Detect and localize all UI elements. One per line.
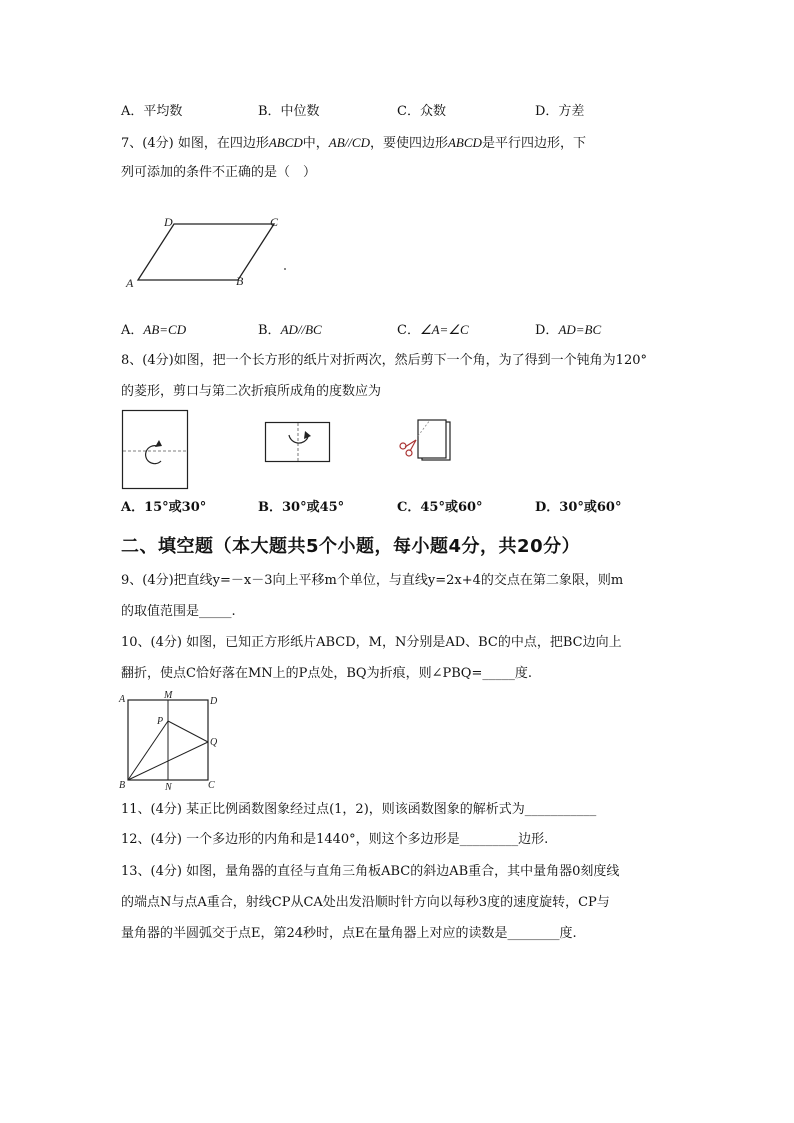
q7-text-mid2: ，要使四边形 [369, 136, 448, 151]
q7-abcd2: ABCD [447, 135, 482, 150]
q7-label-d: D [164, 215, 173, 229]
q8-option-c: C．45°或60° [397, 500, 483, 515]
q7-option-a-prefix: A． [121, 323, 144, 338]
q10-label-n: N [165, 782, 172, 793]
section-heading-fill-in-blank: 二、填空题（本大题共5个小题，每小题4分，共20分） [121, 536, 581, 557]
scissors-icon [400, 440, 416, 456]
q7-option-b [258, 321, 322, 340]
q9-question-line1: 9、(4分)把直线y=－x－3向上平移m个单位，与直线y=2x+4的交点在第二象限，则m [121, 573, 624, 588]
q7-option-c-prefix: C． [397, 323, 420, 338]
q8-option-a: A．15°或30° [121, 500, 207, 515]
q8-option-d: D．30°或60° [535, 500, 622, 515]
q7-option-b-prefix: B． [258, 323, 281, 338]
q7-parallelogram-figure [120, 212, 300, 292]
stray-dot [284, 268, 286, 270]
q7-option-c [397, 321, 469, 340]
q6-option-a: A．平均数 [121, 104, 183, 119]
q8-fold-figure-2 [264, 421, 334, 465]
q10-label-a: A [119, 694, 126, 705]
q9-question-line2: 的取值范围是_____. [121, 604, 236, 619]
q7-option-c-value: ∠A=∠C [419, 322, 469, 337]
q7-abcd: ABCD [268, 135, 303, 150]
q7-option-d [535, 321, 601, 340]
q10-label-p: P [157, 716, 164, 727]
q10-question-line1: 10、(4分) 如图，已知正方形纸片ABCD，M，N分别是AD、BC的中点，把BC边向上 [121, 635, 622, 650]
q7-label-c: C [270, 215, 279, 229]
q11-question: 11、(4分) 某正比例函数图象经过点(1，2)，则该函数图象的解析式为___________ [121, 802, 597, 817]
q10-label-b: B [119, 780, 126, 791]
q6-option-c: C．众数 [397, 104, 446, 119]
q10-label-c: C [208, 780, 215, 791]
q10-label-q: Q [210, 737, 218, 748]
q6-option-d: D．方差 [535, 104, 585, 119]
q8-question-line2: 的菱形，剪口与第二次折痕所成角的度数应为 [121, 384, 382, 399]
q7-option-a [121, 321, 186, 340]
q12-question: 12、(4分) 一个多边形的内角和是1440°，则这个多边形是_________边形. [121, 832, 549, 847]
fold-arrow-icon [146, 446, 161, 464]
q7-option-d-prefix: D． [535, 323, 559, 338]
q7-text-pre: 7、(4分) 如图，在四边形 [121, 136, 269, 151]
segment-bp [128, 721, 168, 780]
q13-question-line2: 的端点N与点A重合，射线CP从CA处出发沿顺时针方向以每秒3度的速度旋转，CP与 [121, 895, 610, 910]
segment-pq [168, 721, 208, 742]
q7-option-a-value: AB=CD [143, 322, 187, 337]
q10-square-figure [116, 690, 228, 794]
q8-option-b: B．30°或45° [258, 500, 345, 515]
q10-question-line2: 翻折，使点C恰好落在MN上的P点处，BQ为折痕，则∠PBQ=_____度. [121, 666, 532, 681]
q7-label-b: B [236, 274, 244, 288]
q7-text-end1: 是平行四边形，下 [481, 136, 586, 151]
q7-text-mid1: 中， [302, 136, 329, 151]
q8-fold-figure-1 [121, 409, 191, 491]
q13-question-line3: 量角器的半圆弧交于点E，第24秒时，点E在量角器上对应的读数是________度. [121, 926, 577, 941]
q6-option-b: B．中位数 [258, 104, 320, 119]
q10-label-m: M [164, 690, 173, 701]
q13-question-line1: 13、(4分) 如图，量角器的直径与直角三角板ABC的斜边AB重合，其中量角器0刻度线 [121, 864, 620, 879]
q7-ab-par-cd: AB//CD [328, 135, 370, 150]
q7-label-a: A [126, 276, 134, 290]
q8-cut-figure-3 [396, 418, 458, 466]
q8-question-line1: 8、(4分)如图，把一个长方形的纸片对折两次，然后剪下一个角，为了得到一个钝角为120° [121, 353, 647, 368]
q7-option-d-value: AD=BC [558, 322, 602, 337]
q10-label-d: D [210, 696, 218, 707]
parallelogram-shape [138, 224, 274, 280]
q7-option-b-value: AD//BC [280, 322, 322, 337]
q7-question-line2: 列可添加的条件不正确的是（ ） [121, 165, 317, 180]
q7-question-line1 [121, 134, 586, 153]
